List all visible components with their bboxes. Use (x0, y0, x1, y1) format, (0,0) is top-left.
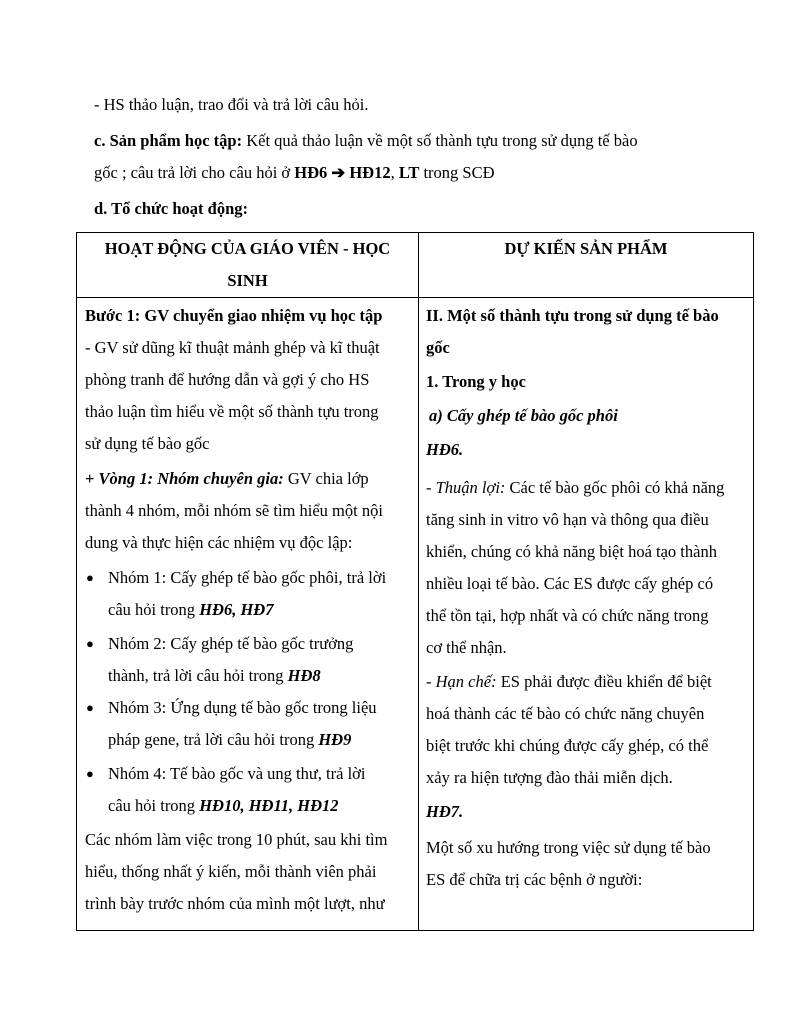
limitation-line: - Hạn chế: ES phải được điều khiển để biệt (426, 672, 712, 691)
subsection-a-heading: a) Cấy ghép tế bào gốc phôi (429, 406, 618, 425)
right-line: xảy ra hiện tượng đào thải miễn dịch. (426, 768, 673, 787)
bullet-icon: ● (86, 766, 94, 781)
right-line: tăng sinh in vitro vô hạn và thông qua điều (426, 510, 709, 529)
header-expected-product: DỰ KIẾN SẢN PHẨM (419, 233, 754, 298)
bullet-icon: ● (86, 700, 94, 715)
bullet-icon: ● (86, 570, 94, 585)
left-line: thảo luận tìm hiểu về một số thành tựu trong (85, 402, 379, 421)
table-header-row (77, 233, 754, 298)
group-3-line: Nhóm 3: Ứng dụng tế bào gốc trong liệu (108, 698, 377, 717)
round-1-line: + Vòng 1: Nhóm chuyên gia: GV chia lớp (85, 469, 369, 488)
right-line: ES để chữa trị các bệnh ở người: (426, 870, 643, 889)
left-line: sử dụng tế bào gốc (85, 434, 210, 453)
left-line: thành 4 nhóm, mỗi nhóm sẽ tìm hiểu một nội (85, 501, 383, 520)
intro-line: - HS thảo luận, trao đổi và trả lời câu hỏi. (94, 95, 369, 114)
step-1-heading: Bước 1: GV chuyển giao nhiệm vụ học tập (85, 306, 383, 325)
group-2-line: Nhóm 2: Cấy ghép tế bào gốc trưởng (108, 634, 354, 653)
right-line: cơ thể nhận. (426, 638, 507, 657)
right-line: biệt trước khi chúng được cấy ghép, có thể (426, 736, 709, 755)
group-4-line: câu hỏi trong HĐ10, HĐ11, HĐ12 (108, 796, 339, 815)
section-heading: gốc (426, 338, 450, 357)
group-1-line: câu hỏi trong HĐ6, HĐ7 (108, 600, 274, 619)
group-4-line: Nhóm 4: Tế bào gốc và ung thư, trả lời (108, 764, 366, 783)
right-line: Một số xu hướng trong việc sử dụng tế bào (426, 838, 711, 857)
activity-table (76, 232, 754, 931)
table-row (77, 298, 754, 931)
expected-product-cell (419, 298, 754, 931)
right-line: thể tồn tại, hợp nhất và có chức năng trong (426, 606, 709, 625)
header-teacher-activity: HOẠT ĐỘNG CỦA GIÁO VIÊN - HỌC SINH (77, 233, 419, 298)
group-3-line: pháp gene, trả lời câu hỏi trong HĐ9 (108, 730, 352, 749)
left-line: trình bày trước nhóm của mình một lượt, như (85, 894, 385, 913)
arrow-icon: ➔ (327, 163, 350, 182)
right-line: nhiều loại tế bào. Các ES được cấy ghép có (426, 574, 714, 593)
bullet-icon: ● (86, 636, 94, 651)
subsection-heading: 1. Trong y học (426, 372, 526, 391)
group-1-line: Nhóm 1: Cấy ghép tế bào gốc phôi, trả lời (108, 568, 387, 587)
teacher-activity-cell (77, 298, 419, 931)
right-line: khiển, chúng có khả năng biệt hoá tạo thành (426, 542, 717, 561)
left-line: Các nhóm làm việc trong 10 phút, sau khi tìm (85, 830, 388, 849)
hd6-label: HĐ6. (426, 440, 464, 459)
advantage-line: - Thuận lợi: Các tế bào gốc phôi có khả năng (426, 478, 725, 497)
group-2-line: thành, trả lời câu hỏi trong HĐ8 (108, 666, 321, 685)
product-line-1: c. Sản phẩm học tập: Kết quả thảo luận về một số thành tựu trong sử dụng tế bào (94, 131, 638, 150)
left-line: - GV sử dũng kĩ thuật mảnh ghép và kĩ thuật (85, 338, 380, 357)
left-line: dung và thực hiện các nhiệm vụ độc lập: (85, 533, 353, 552)
hd7-label: HĐ7. (426, 802, 464, 821)
section-heading: II. Một số thành tựu trong sử dụng tế bào (426, 306, 719, 325)
organize-heading: d. Tổ chức hoạt động: (94, 199, 249, 218)
right-line: hoá thành các tế bào có chức năng chuyên (426, 704, 705, 723)
left-line: hiểu, thống nhất ý kiến, mỗi thành viên phải (85, 862, 377, 881)
product-label: c. Sản phẩm học tập: (94, 131, 243, 150)
left-line: phòng tranh để hướng dẫn và gợi ý cho HS (85, 370, 370, 389)
product-line-2: gốc ; câu trả lời cho câu hỏi ở HĐ6 ➔ HĐ12, LT trong SCĐ (94, 163, 495, 182)
